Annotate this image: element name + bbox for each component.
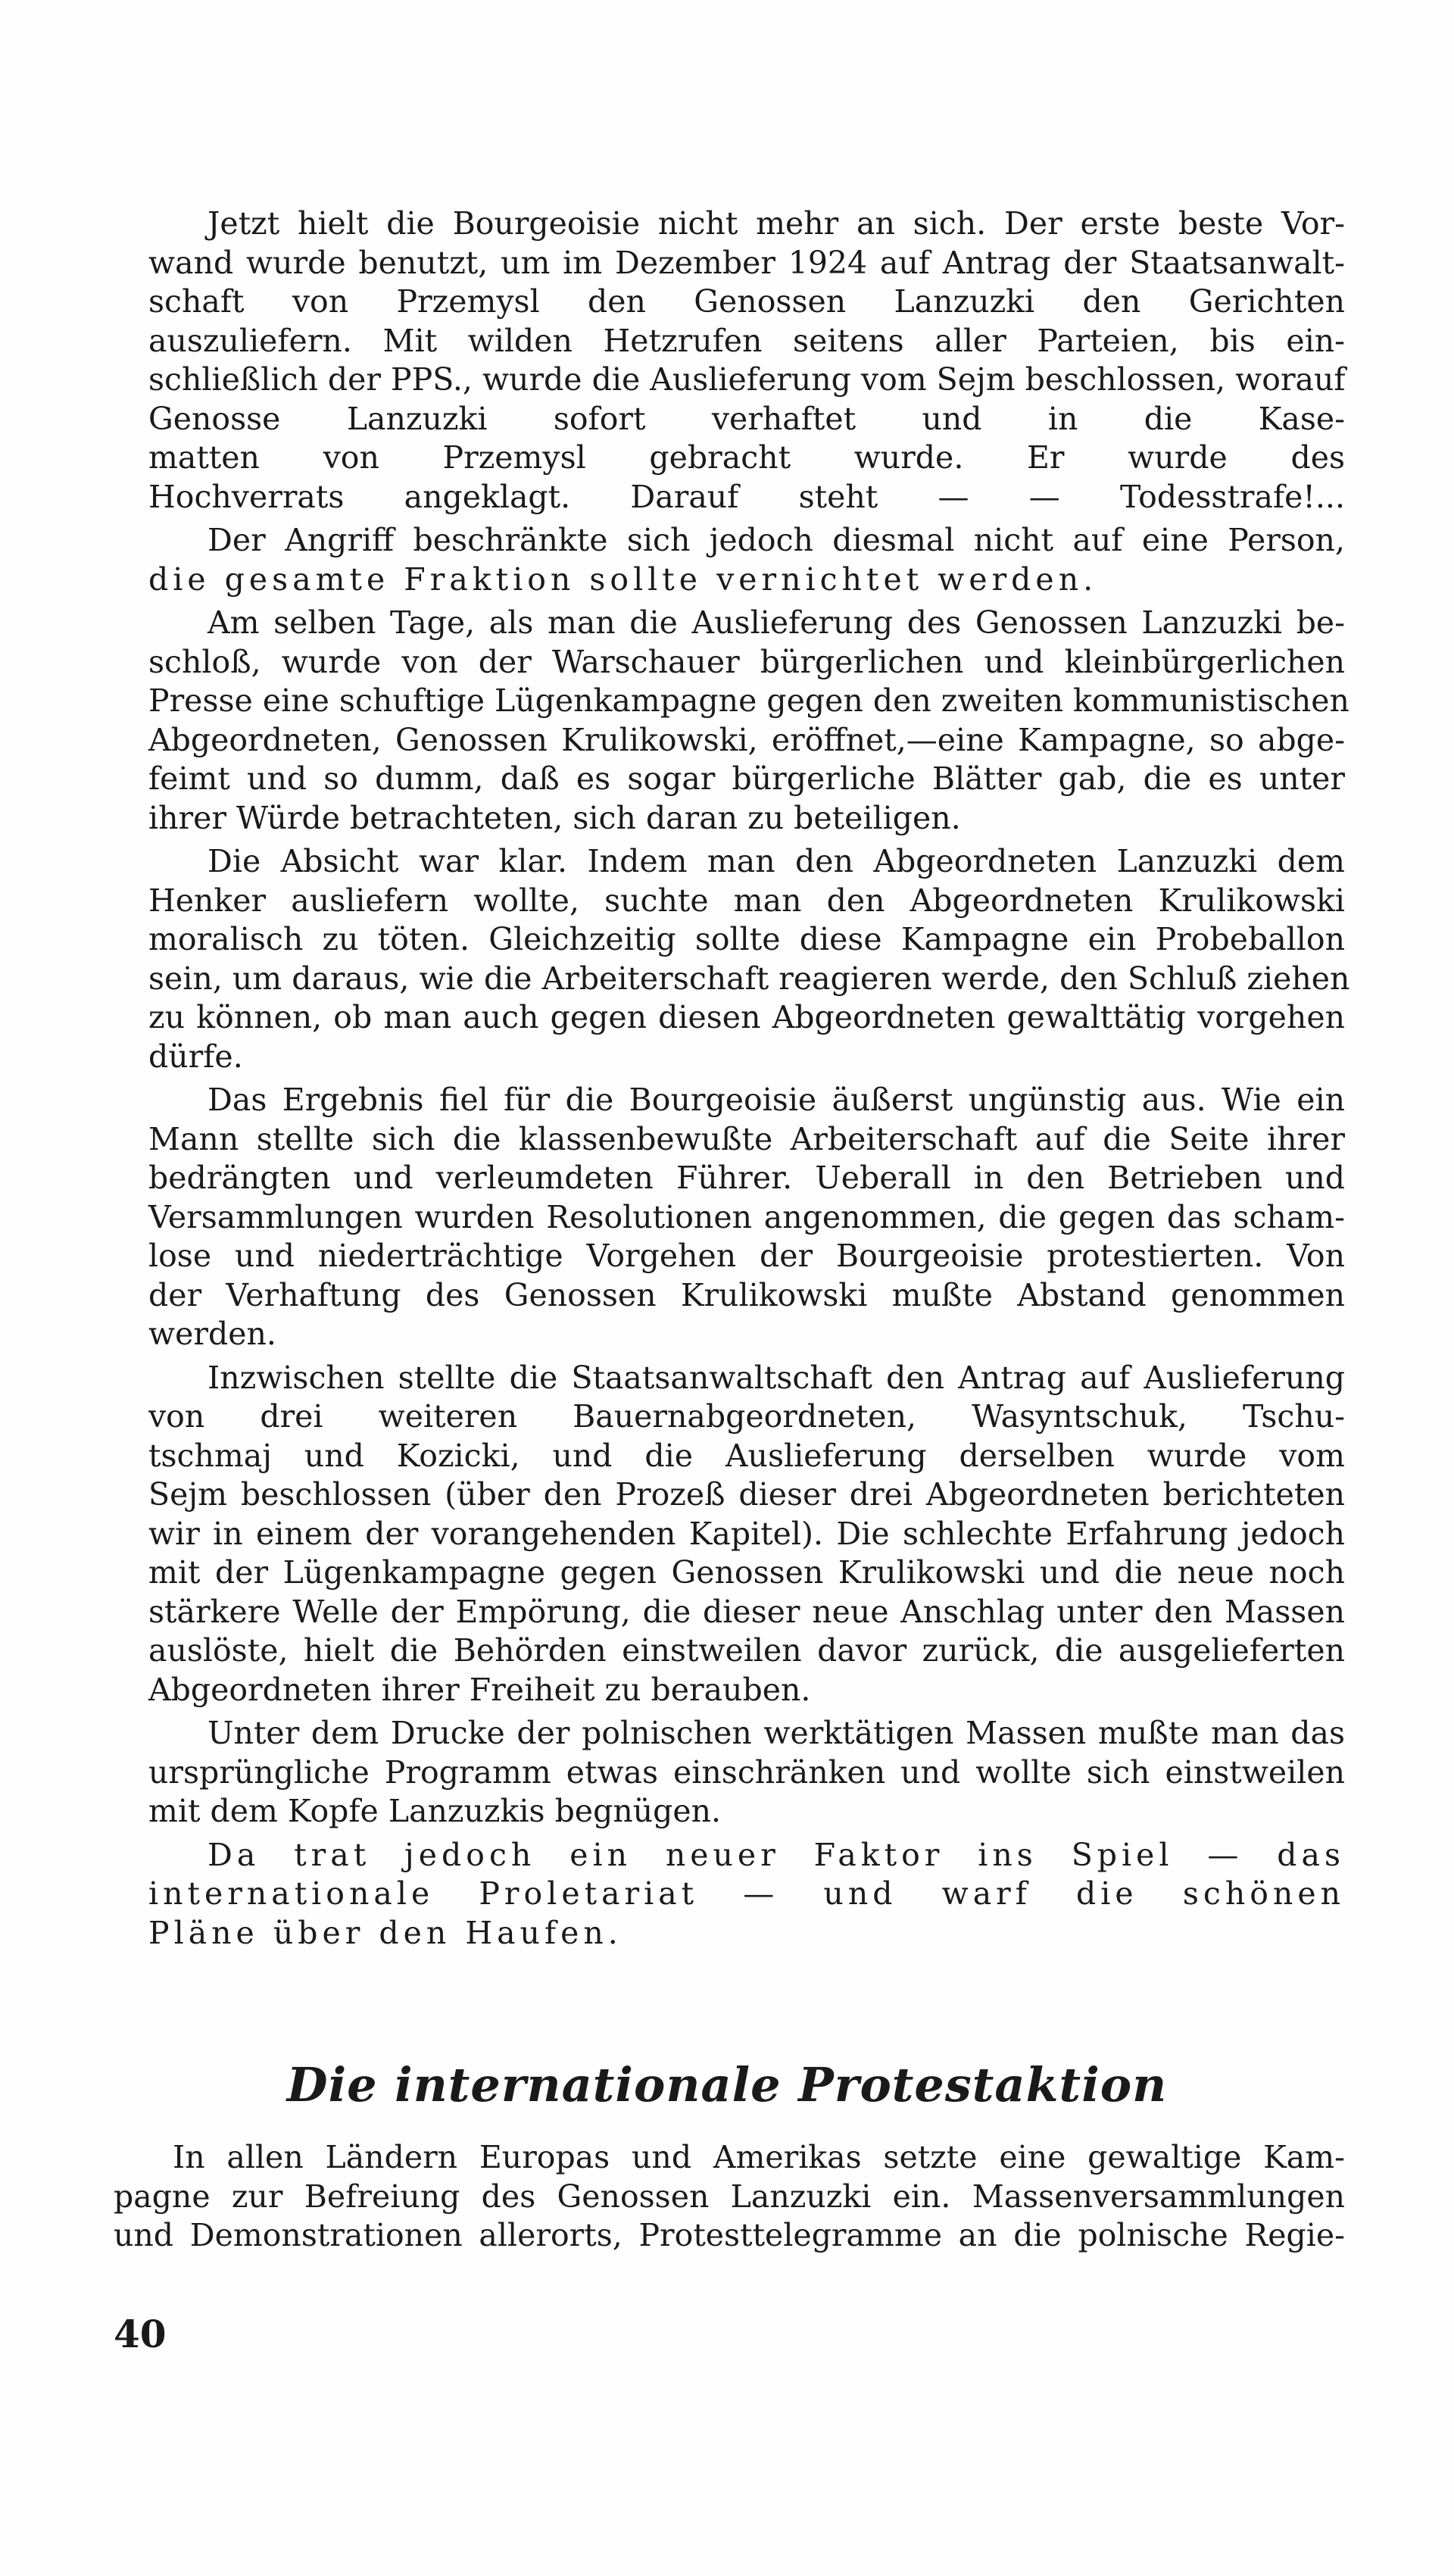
text-line: Das Ergebnis fiel für die Bourgeoisie äußerst ungünstig aus. Wie ein [207,1082,1345,1118]
text-line: Presse eine schuftige Lügenkampagne gegen den zweiten kommunistischen [148,682,1349,719]
text-line: Unter dem Drucke der polnischen werktätigen Massen mußte man das [207,1715,1345,1751]
text-line: pagne zur Befreiung des Genossen Lanzuzki ein. Massenversammlungen [114,2178,1345,2215]
text-line: Am selben Tage, als man die Auslieferung des Genossen Lanzuzki be- [207,604,1345,641]
text-line: schaft von Przemysl den Genossen Lanzuzki den Gerichten [148,283,1345,320]
text-line: matten von Przemysl gebracht wurde. Er wurde des [148,439,1345,476]
paragraph-section [114,2138,1345,2256]
text-line: Abgeordneten, Genossen Krulikowski, eröffnet,—eine Kampagne, so abge- [148,721,1345,758]
text-line: ihrer Würde betrachteten, sich daran zu beteiligen. [148,799,961,836]
text-line: auslöste, hielt die Behörden einstweilen davor zurück, die ausgelieferten [148,1632,1345,1669]
text-line: feimt und so dumm, daß es sogar bürgerliche Blätter gab, die es unter [148,760,1345,797]
text-line: Da trat jedoch ein neuer Faktor ins Spiel — das [207,1836,1345,1873]
text-line: schloß, wurde von der Warschauer bürgerlichen und kleinbürgerlichen [148,643,1345,680]
page-number: 40 [114,2312,167,2356]
text-line: moralisch zu töten. Gleichzeitig sollte diese Kampagne ein Probeballon [148,921,1345,957]
text-line: Mann stellte sich die klassenbewußte Arbeiterschaft auf die Seite ihrer [148,1120,1345,1157]
body-text [148,205,1350,1953]
text-line: Der Angriff beschränkte sich jedoch diesmal nicht auf eine Person, [207,522,1345,558]
paragraph-5 [148,1081,1345,1354]
paragraph-6 [148,1359,1345,1710]
text-line: werden. [148,1316,276,1352]
paragraph-4 [148,842,1350,1076]
text-line: In allen Ländern Europas und Amerikas setzte eine gewaltige Kam- [173,2139,1345,2175]
text-line: Genosse Lanzuzki sofort verhaftet und in die Kase- [148,400,1345,437]
text-line: mit der Lügenkampagne gegen Genossen Krulikowski und die neue noch [148,1554,1345,1591]
paragraph-3 [148,604,1349,838]
text-line: wir in einem der vorangehenden Kapitel). Die schlechte Erfahrung jedoch [148,1515,1345,1552]
text-line: dürfe. [148,1038,243,1075]
text-line: schließlich der PPS., wurde die Auslieferung vom Sejm beschlossen, worauf [148,361,1346,398]
text-line: Versammlungen wurden Resolutionen angenommen, die gegen das scham- [148,1198,1345,1235]
text-line: zu können, ob man auch gegen diesen Abgeordneten gewalttätig vorgehen [148,999,1345,1035]
paragraph-1 [148,205,1345,517]
text-line: internationale Proletariat — und warf die schönen [148,1875,1345,1912]
text-line: lose und niederträchtige Vorgehen der Bourgeoisie protestierten. Von [148,1238,1345,1274]
text-line: tschmaj und Kozicki, und die Auslieferung derselben wurde vom [148,1437,1345,1474]
paragraph-2 [148,521,1345,599]
text-line: die gesamte Fraktion sollte vernichtet werden. [148,560,1098,598]
text-line: Inzwischen stellte die Staatsanwaltschaft den Antrag auf Auslieferung [207,1359,1345,1396]
paragraph-7 [148,1714,1345,1831]
text-line: ursprüngliche Programm etwas einschränken und wollte sich einstweilen [148,1753,1345,1791]
text-line: Sejm beschlossen (über den Prozeß dieser drei Abgeordneten berichteten [148,1476,1345,1513]
text-line: auszuliefern. Mit wilden Hetzrufen seitens aller Parteien, bis ein- [148,322,1345,359]
text-line: und Demonstrationen allerorts, Protesttelegramme an die polnische Regie- [114,2217,1345,2253]
text-line: Henker ausliefern wollte, suchte man den Abgeordneten Krulikowski [148,882,1345,919]
text-line: von drei weiteren Bauernabgeordneten, Wasyntschuk, Tschu- [148,1398,1345,1435]
paragraph-8 [148,1836,1345,1953]
text-line: sein, um daraus, wie die Arbeiterschaft reagieren werde, den Schluß ziehen [148,960,1350,997]
text-line: Pläne über den Haufen. [148,1914,622,1951]
text-line: stärkere Welle der Empörung, die dieser neue Anschlag unter den Massen [148,1593,1345,1630]
text-line: Abgeordneten ihrer Freiheit zu berauben. [148,1671,811,1708]
text-line: wand wurde benutzt, um im Dezember 1924 auf Antrag der Staatsanwalt- [148,244,1345,281]
text-line: Jetzt hielt die Bourgeoisie nicht mehr an sich. Der erste beste Vor- [207,205,1345,242]
section-heading: Die internationale Protestaktion [286,2057,1168,2112]
text-line: der Verhaftung des Genossen Krulikowski mußte Abstand genommen [148,1276,1345,1313]
section-text [114,2138,1345,2256]
text-line: mit dem Kopfe Lanzuzkis begnügen. [148,1793,722,1829]
text-line: Hochverrats angeklagt. Darauf steht — — Todesstrafe!... [148,478,1345,515]
text-line: Die Absicht war klar. Indem man den Abgeordneten Lanzuzki dem [207,843,1345,879]
text-line: bedrängten und verleumdeten Führer. Ueberall in den Betrieben und [148,1160,1345,1196]
